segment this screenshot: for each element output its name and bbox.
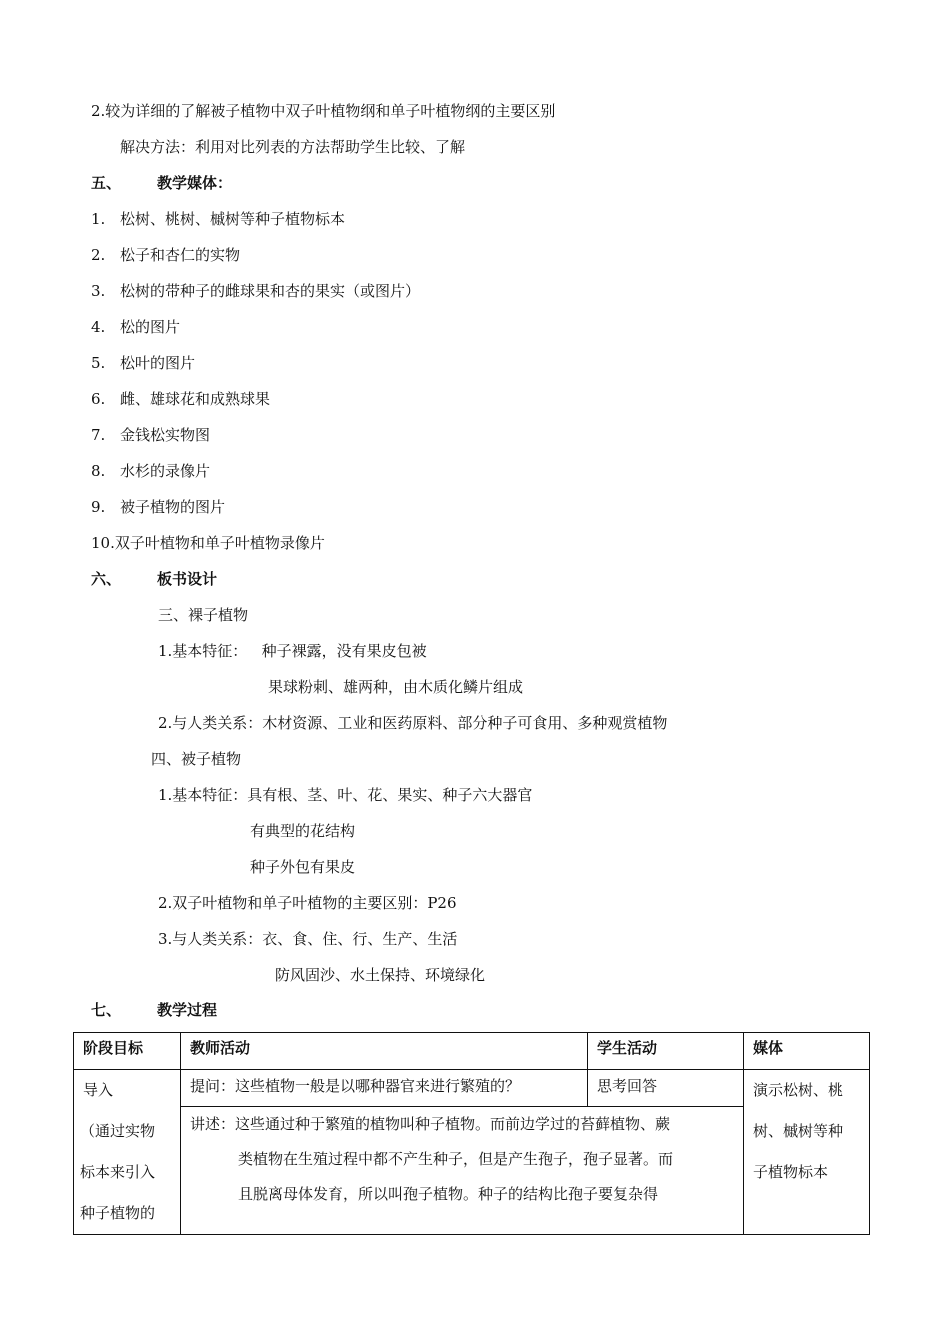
section-6-heading	[91, 569, 217, 589]
media-line: 子植物标本	[753, 1163, 829, 1181]
header-stage: 阶段目标	[74, 1033, 181, 1070]
media-item	[91, 425, 210, 445]
header-teacher: 教师活动	[181, 1033, 588, 1070]
media-item	[91, 461, 210, 481]
header-media: 媒体	[744, 1033, 870, 1070]
media-item-text: 松叶的图片	[120, 354, 196, 372]
board-line: 三、裸子植物	[158, 606, 249, 624]
speech-first-line: 讲述：这些通过种于繁殖的植物叫种子植物。而前边学过的苔藓植物、蕨	[190, 1115, 671, 1133]
board-line: 果球粉刺、雄两种，由木质化鳞片组成	[268, 678, 524, 696]
solution-text: 解决方法：利用对比列表的方法帮助学生比较、了解	[120, 138, 466, 156]
board-line: 3.与人类关系：衣、食、住、行、生产、生活	[158, 930, 458, 948]
media-item	[91, 281, 420, 301]
media-item-number: 4.	[91, 318, 106, 336]
teacher-speech-cell	[181, 1107, 744, 1235]
media-cell	[744, 1070, 870, 1235]
section-6-number: 六、	[91, 570, 122, 588]
stage-line: 种子植物的	[80, 1204, 156, 1222]
stage-line: （通过实物	[80, 1122, 156, 1140]
section-6-title: 板书设计	[157, 570, 218, 588]
media-item	[91, 353, 195, 373]
board-line: 1.基本特征： 种子裸露，没有果皮包被	[158, 642, 427, 660]
media-item-number: 9.	[91, 498, 106, 516]
media-item-text: 水杉的录像片	[120, 462, 211, 480]
media-item	[91, 245, 240, 265]
section-7-heading	[91, 1000, 217, 1020]
board-line: 有典型的花结构	[250, 822, 356, 840]
board-line: 2.双子叶植物和单子叶植物的主要区别：P26	[158, 894, 457, 912]
media-item-text: 松树的带种子的雌球果和杏的果实（或图片）	[120, 282, 421, 300]
stage-line: 标本来引入	[80, 1163, 156, 1181]
board-line: 1.基本特征：具有根、茎、叶、花、果实、种子六大器官	[158, 786, 533, 804]
header-student: 学生活动	[588, 1033, 744, 1070]
teaching-process-table	[73, 1032, 870, 1235]
speech-line: 且脱离母体发育，所以叫孢子植物。种子的结构比孢子要复杂得	[238, 1185, 659, 1203]
stage-cell	[74, 1070, 181, 1235]
teacher-question-cell	[181, 1070, 588, 1107]
media-item	[91, 317, 180, 337]
board-line: 种子外包有果皮	[250, 858, 356, 876]
media-line: 树、槭树等种	[753, 1122, 844, 1140]
section-5-heading	[91, 173, 232, 193]
media-item-text: 松子和杏仁的实物	[120, 246, 241, 264]
board-line: 2.与人类关系：木材资源、工业和医药原料、部分种子可食用、多种观赏植物	[158, 714, 668, 732]
media-item-number: 2.	[91, 246, 106, 264]
media-item-text: 10.双子叶植物和单子叶植物录像片	[91, 534, 325, 552]
media-item-number: 7.	[91, 426, 106, 444]
media-item-text: 被子植物的图片	[120, 498, 226, 516]
teacher-question: 提问：这些植物一般是以哪种器官来进行繁殖的？	[190, 1077, 521, 1095]
board-line: 防风固沙、水土保持、环境绿化	[275, 966, 486, 984]
media-item-number: 8.	[91, 462, 106, 480]
media-line: 演示松树、桃	[753, 1081, 844, 1099]
media-item	[91, 533, 325, 553]
student-activity: 思考回答	[597, 1077, 658, 1095]
table-header-row	[74, 1033, 870, 1070]
table-row	[74, 1070, 870, 1107]
media-item	[91, 389, 270, 409]
media-item-text: 金钱松实物图	[120, 426, 211, 444]
student-activity-cell	[588, 1070, 744, 1107]
board-line: 四、被子植物	[151, 750, 242, 768]
speech-line: 类植物在生殖过程中都不产生种子，但是产生孢子，孢子显著。而	[238, 1150, 674, 1168]
media-item-text: 雌、雄球花和成熟球果	[120, 390, 271, 408]
media-item-text: 松的图片	[120, 318, 181, 336]
section-5-number: 五、	[91, 174, 122, 192]
media-item	[91, 497, 225, 517]
section-7-title: 教学过程	[157, 1001, 218, 1019]
media-item-number: 5.	[91, 354, 106, 372]
media-item	[91, 209, 345, 229]
section-5-title: 教学媒体：	[157, 174, 233, 192]
section-7-number: 七、	[91, 1001, 122, 1019]
media-item-number: 3.	[91, 282, 106, 300]
media-item-number: 6.	[91, 390, 106, 408]
stage-line: 导入	[83, 1081, 114, 1099]
objective-point-2: 2.较为详细的了解被子植物中双子叶植物纲和单子叶植物纲的主要区别	[91, 102, 556, 120]
media-item-number: 1.	[91, 210, 106, 228]
media-item-text: 松树、桃树、槭树等种子植物标本	[120, 210, 346, 228]
